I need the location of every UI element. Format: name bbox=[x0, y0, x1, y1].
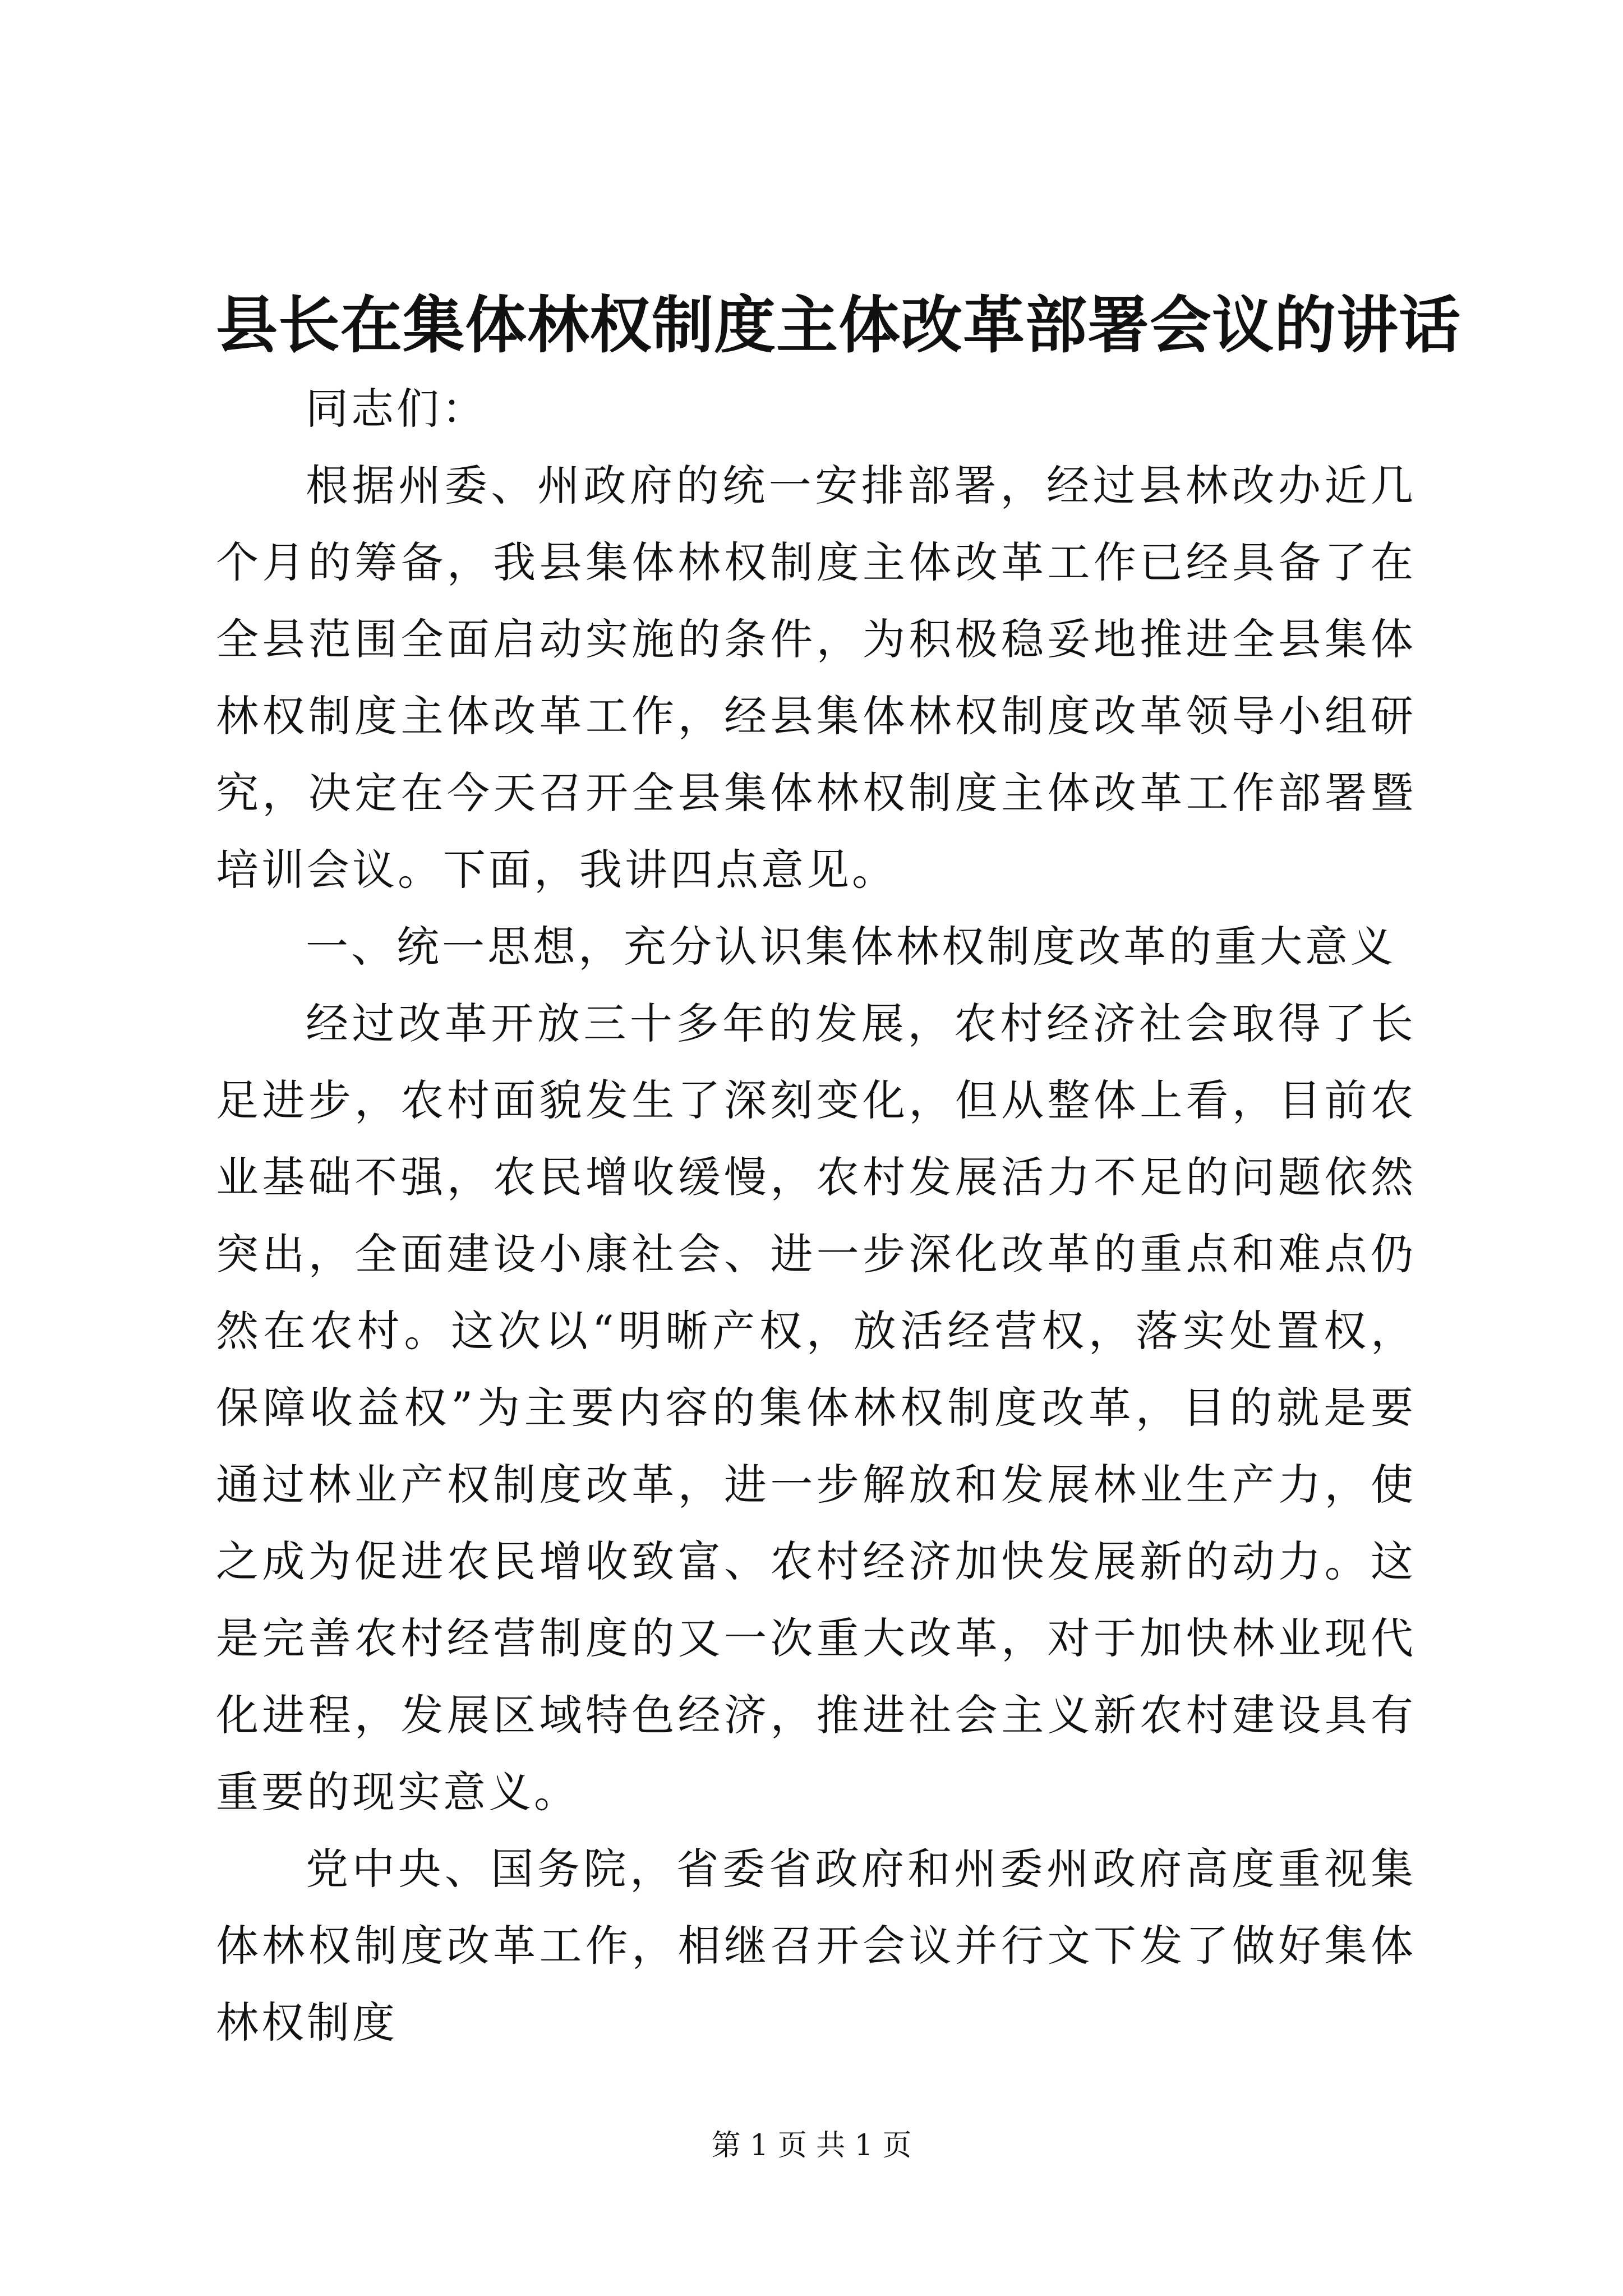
paragraph-intro: 根据州委、州政府的统一安排部署，经过县林改办近几个月的筹备，我县集体林权制度主体改革工作已经具备了在全县范围全面启动实施的条件，为积极稳妥地推进全县集体林权制度主体改革工作，经县集体林权制度改革领导小组研究，决定在今天召开全县集体林权制度主体改革工作部署暨培训会议。下面，我讲四点意见。 bbox=[216, 461, 1416, 895]
paragraph-central-attention: 党中央、国务院，省委省政府和州委州政府高度重视集体林权制度改革工作，相继召开会议并行文下发了做好集体林权制度 bbox=[216, 1844, 1416, 2047]
salutation: 同志们： bbox=[306, 384, 487, 434]
document-title: 县长在集体林权制度主体改革部署会议的讲话 bbox=[216, 289, 1461, 361]
document-body bbox=[216, 370, 1416, 2061]
page-footer: 第 1 页 共 1 页 bbox=[711, 2129, 912, 2162]
section-heading-1: 一、统一思想，充分认识集体林权制度改革的重大意义 bbox=[306, 922, 1396, 972]
paragraph-significance: 经过改革开放三十多年的发展，农村经济社会取得了长足进步，农村面貌发生了深刻变化，但从整体上看，目前农业基础不强，农民增收缓慢，农村发展活力不足的问题依然突出，全面建设小康社会、进一步深化改革的重点和难点仍然在农村。这次以“明晰产权，放活经营权，落实处置权，保障收益权”为主要内容的集体林权制度改革，目的就是要通过林业产权制度改革，进一步解放和发展林业生产力，使之成为促进农民增收致富、农村经济加快发展新的动力。这是完善农村经营制度的又一次重大改革，对于加快林业现代化进程，发展区域特色经济，推进社会主义新农村建设具有重要的现实意义。 bbox=[216, 999, 1416, 1817]
